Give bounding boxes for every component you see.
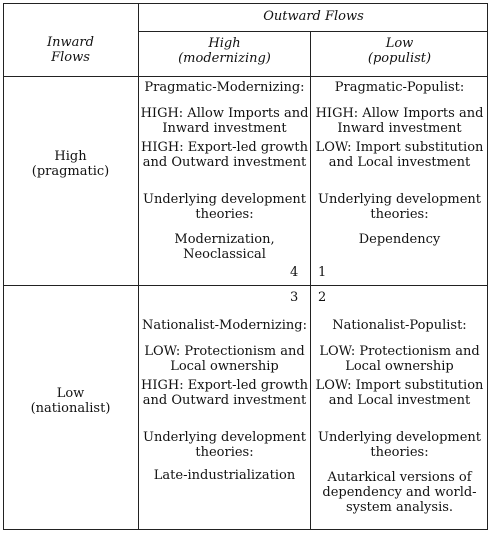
quadrant-number: 1 (318, 265, 327, 280)
outward-flows-heading: Outward Flows (263, 9, 364, 24)
outward-policy: LOW: Import substitution and Local investment (315, 140, 484, 170)
theories-label: Underlying development theories: (317, 192, 482, 222)
theories-value: Autarkical versions of dependency and world- system analysis. (322, 470, 477, 515)
outward-policy: LOW: Import substitution and Local investment (315, 378, 484, 408)
quadrant-number: 4 (290, 265, 299, 280)
theories-label: Underlying development theories: (142, 430, 307, 460)
header-divider (3, 76, 488, 77)
inward-policy: HIGH: Allow Imports and Inward investment (315, 106, 484, 136)
row-divider (3, 285, 488, 286)
theories-value: Late-industrialization (153, 468, 296, 483)
theories-value: Dependency (358, 232, 441, 247)
row-label-low: Low (nationalist) (30, 386, 111, 416)
column-header-low: Low (populist) (367, 36, 432, 66)
outward-policy: HIGH: Export-led growth and Outward investment (141, 140, 308, 170)
inward-policy: LOW: Protectionism and Local ownership (144, 344, 305, 374)
quadrant-title: Pragmatic-Populist: (334, 80, 465, 95)
quadrant-title: Nationalist-Modernizing: (141, 318, 308, 333)
theories-label: Underlying development theories: (142, 192, 307, 222)
quadrant-number: 3 (290, 290, 299, 305)
inward-policy: LOW: Protectionism and Local ownership (319, 344, 480, 374)
theories-label: Underlying development theories: (317, 430, 482, 460)
header-divider-inner (139, 31, 488, 32)
inward-flows-heading: Inward Flows (47, 35, 94, 65)
inward-policy: HIGH: Allow Imports and Inward investment (140, 106, 309, 136)
column-header-high: High (modernizing) (178, 36, 271, 66)
outward-policy: HIGH: Export-led growth and Outward investment (141, 378, 308, 408)
quadrant-title: Pragmatic-Modernizing: (144, 80, 305, 95)
row-label-high: High (pragmatic) (31, 149, 110, 179)
theories-value: Modernization, Neoclassical (174, 232, 275, 262)
quadrant-number: 2 (318, 290, 327, 305)
quadrant-title: Nationalist-Populist: (332, 318, 467, 333)
